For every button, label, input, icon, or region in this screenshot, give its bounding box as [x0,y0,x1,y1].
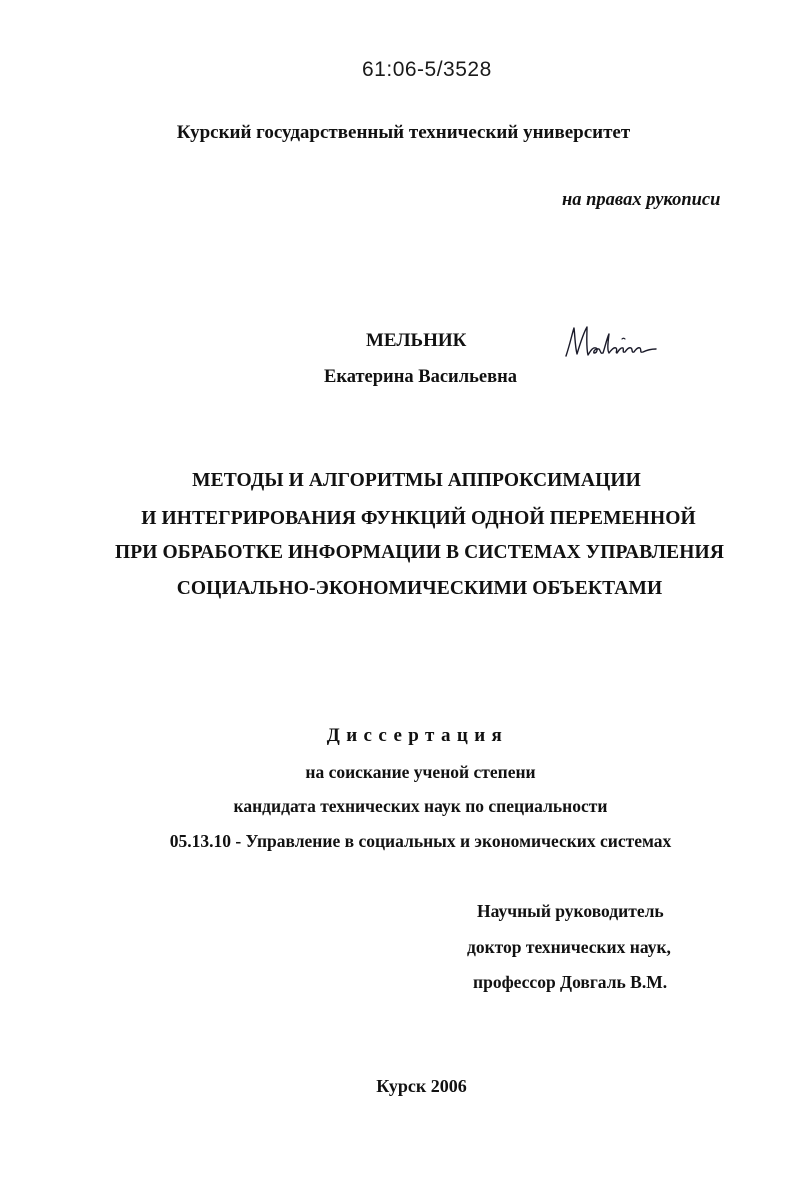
catalog-code: 61:06-5/3528 [362,58,492,81]
degree-line: кандидата технических наук по специальности [233,796,608,816]
author-given-names: Екатерина Васильевна [323,367,517,387]
author-surname: МЕЛЬНИК [366,330,467,351]
thesis-title-line-3: ПРИ ОБРАБОТКЕ ИНФОРМАЦИИ В СИСТЕМАХ УПРАВЛЕНИЯ [115,542,724,563]
advisor-role: Научный руководитель [477,901,664,921]
manuscript-note: на правах рукописи [562,190,721,210]
thesis-title-line-1: МЕТОДЫ И АЛГОРИТМЫ АППРОКСИМАЦИИ [192,470,641,491]
specialty-line: 05.13.10 - Управление в социальных и экономических системах [169,831,672,851]
thesis-title-line-2: И ИНТЕГРИРОВАНИЯ ФУНКЦИЙ ОДНОЙ ПЕРЕМЕННОЙ [141,508,696,529]
place-and-year: Курск 2006 [376,1076,467,1096]
document-type: Диссертация [326,725,509,746]
degree-line: на соискание ученой степени [305,762,536,782]
advisor-name: профессор Довгаль В.М. [473,972,668,992]
author-signature [560,322,670,369]
university-name: Курский государственный технический университет [176,122,631,143]
thesis-title-line-4: СОЦИАЛЬНО-ЭКОНОМИЧЕСКИМИ ОБЪЕКТАМИ [176,578,663,599]
advisor-degree: доктор технических наук, [467,937,671,957]
